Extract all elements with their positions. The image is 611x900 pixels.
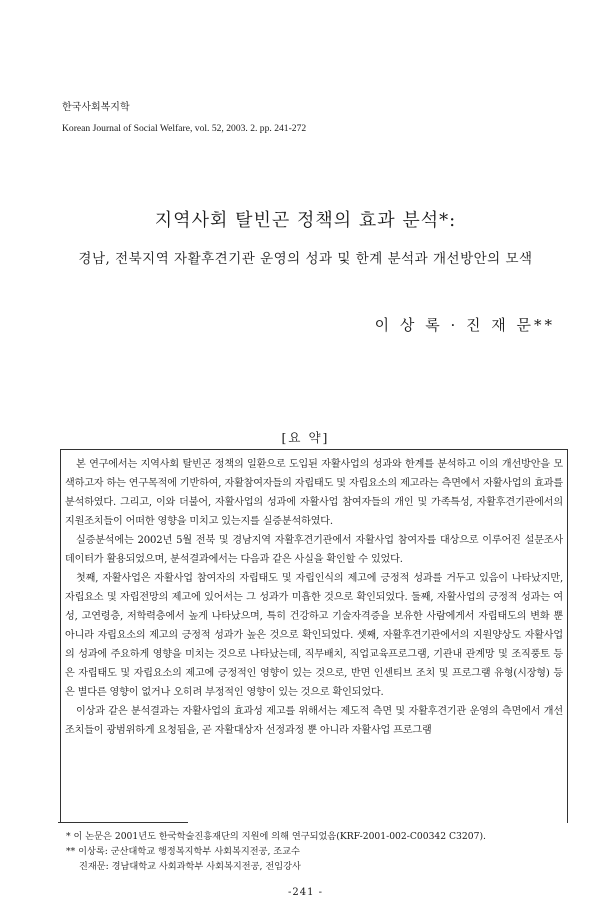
abstract-paragraph: 첫째, 자활사업은 자활사업 참여자의 자립태도 및 자립인식의 제고에 긍정적 성과를 거두고 있음이 나타났지만, 자립요소 및 자립전망의 제고에 있어서는 그 성과가 미흡한 것으로 확인되었다. 둘째, 자활사업의 긍정적 성과는 여성, 고연령층, 저학력층에서 높게 나타났으며, 특히 건강하고 기술자격증을 보유한 사람에게서 자립태도의 변화 뿐 아니라 자립요소의 제고의 긍정적 성과가 높은 것으로 확인되었다. 셋째, 자활후견기관에서의 지원양상도 자활사업의 성과에 주요하게 영향을 미치는 것으로 나타났는데, 직무배치, 직업교육프로그램, 기관내 관계망 및 조직풍토 등은 자립태도 및 자립요소의 제고에 긍정적인 영향이 있는 것으로, 반면 인센티브 조치 및 프로그램 유형(시장형) 등은 별다른 영향이 없거나 오히려 부정적인 영향이 있는 것으로 확인되었다. <box>65 573 563 698</box>
footnotes <box>66 829 486 874</box>
abstract-paragraph: 실증분석에는 2002년 5월 전북 및 경남지역 자활후견기관에서 자활사업 참여자를 대상으로 이루어진 설문조사 데이터가 활용되었으며, 분석결과에서는 다음과 같은 사실을 확인할 수 있었다. <box>65 535 563 565</box>
journal-name-korean: 한국사회복지학 <box>62 102 130 113</box>
paper-title: 지역사회 탈빈곤 정책의 효과 분석*: <box>154 210 457 231</box>
footnote-divider <box>58 822 188 823</box>
abstract-paragraph: 이상과 같은 분석결과는 자활사업의 효과성 제고를 위해서는 제도적 측면 및 자활후견기관 운영의 측면에서 개선조치들이 광범위하게 요청됨을, 곧 자활대상자 선정과정 뿐 아니라 자활사업 프로그램 <box>65 706 563 736</box>
authors: 이 상 록 · 진 재 문** <box>374 316 555 334</box>
paper-subtitle: 경남, 전북지역 자활후견기관 운영의 성과 및 한계 분석과 개선방안의 모색 <box>78 251 533 267</box>
footnote-author-1: ** 이상록: 군산대학교 행정복지학부 사회복지전공, 조교수 <box>66 846 300 857</box>
page-number: -241 - <box>287 887 324 898</box>
journal-citation-english: Korean Journal of Social Welfare, vol. 52, 2003. 2. pp. 241-272 <box>62 123 307 134</box>
footnote-author-2: 진재문: 경남대학교 사회과학부 사회복지전공, 전임강사 <box>79 861 301 872</box>
abstract-box <box>60 449 568 823</box>
abstract-paragraph: 본 연구에서는 지역사회 탈빈곤 정책의 일환으로 도입된 자활사업의 성과와 한계를 분석하고 이의 개선방안을 모색하고자 하는 연구목적에 기반하여, 자활참여자들의 자립태도 및 자립요소의 제고라는 측면에서 자활사업의 효과를 분석하였다. 그리고, 이와 더불어, 자활사업의 성과에 자활사업 참여자들의 개인 및 가족특성, 자활후견기관에서의 지원조치들이 어떠한 영향을 미치고 있는지를 실증분석하였다. <box>65 459 563 527</box>
abstract-heading: [요 약] <box>281 430 330 445</box>
footnote-funding: * 이 논문은 2001년도 한국학술진흥재단의 지원에 의해 연구되었음(KRF-2001-002-C00342 C3207). <box>66 831 486 842</box>
